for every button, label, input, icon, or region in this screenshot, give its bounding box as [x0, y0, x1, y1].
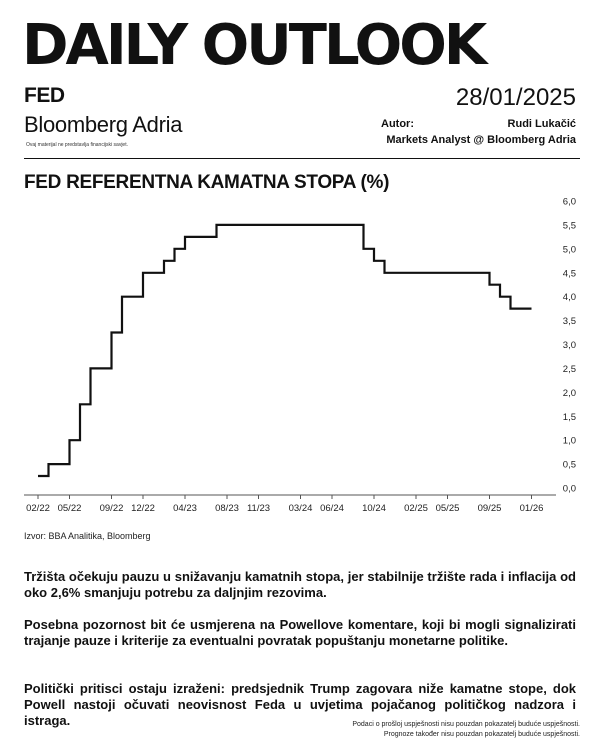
chart-source: Izvor: BBA Analitika, Bloomberg [24, 531, 151, 541]
rate-chart [0, 190, 600, 520]
x-tick-label: 06/24 [320, 503, 344, 514]
y-tick-label: 1,0 [562, 435, 576, 447]
author-role: Markets Analyst @ Bloomberg Adria [386, 134, 576, 146]
y-tick-label: 2,0 [562, 387, 576, 399]
x-ticks [26, 495, 543, 514]
report-subject: FED [24, 84, 65, 107]
x-tick-label: 09/22 [99, 503, 124, 514]
x-tick-label: 05/25 [435, 503, 460, 514]
y-tick-label: 1,5 [562, 411, 576, 423]
x-tick-label: 12/22 [131, 503, 155, 514]
report-title: DAILY OUTLOOK [22, 13, 485, 78]
y-tick-label: 0,5 [562, 459, 576, 471]
author-name: Rudi Lukačić [507, 118, 576, 130]
y-tick-label: 5,5 [562, 220, 576, 232]
y-tick-label: 4,0 [562, 292, 576, 304]
paragraph-3: Politički pritisci ostaju izraženi: predsjednik Trump zagovara niže kamatne stope, dok Powell nastoji očuvati neovisnost Feda u uvjetima pojačanog političkog nadzora i istraga. [24, 681, 576, 728]
y-tick-label: 2,5 [562, 363, 576, 375]
y-tick-label: 5,0 [562, 244, 576, 256]
brand-name: Bloomberg Adria [24, 112, 183, 137]
paragraph-1: Tržišta očekuju pauzu u snižavanju kamatnih stopa, jer stabilnije tržište rada i inflacija od oko 2,6% smanjuju potrebu za daljnjim rezovima. [24, 569, 576, 600]
y-tick-label: 3,0 [562, 340, 576, 351]
x-tick-label: 01/26 [519, 503, 544, 514]
header-divider [24, 158, 580, 159]
x-tick-label: 08/23 [215, 503, 239, 514]
y-ticks [563, 197, 576, 495]
x-tick-label: 10/24 [362, 503, 386, 514]
x-tick-label: 11/23 [246, 503, 271, 514]
report-date: 28/01/2025 [455, 84, 576, 111]
author-label: Autor: [381, 118, 414, 130]
y-tick-label: 0,0 [562, 483, 576, 495]
x-tick-label: 09/25 [477, 503, 502, 514]
footer-disclaimer-1: Podaci o prošlој uspješnosti nisu pouzdan pokazatelj buduće uspješnosti. [352, 721, 580, 728]
x-tick-label: 02/22 [26, 503, 50, 514]
paragraph-2: Posebna pozornost bit će usmjerena na Powellove komentare, koji bi mogli signalizirati trajanje pauze i kriterije za eventualni povratak popuštanju monetarne politike. [24, 617, 576, 648]
y-tick-label: 4,5 [562, 268, 576, 280]
x-tick-label: 03/24 [288, 503, 313, 514]
series-line-fed-rate [38, 225, 532, 476]
x-tick-label: 02/25 [404, 503, 428, 514]
small-disclaimer: Ovaj materijal ne predstavlja financijski savjet. [26, 142, 128, 148]
x-tick-label: 04/23 [173, 503, 197, 514]
y-tick-label: 3,5 [562, 316, 576, 328]
y-tick-label: 6,0 [562, 196, 576, 208]
x-tick-label: 05/22 [57, 503, 82, 514]
footer-disclaimer-2: Prognoze također nisu pouzdan pokazatelj buduće uspješnosti. [383, 731, 580, 738]
chart-title: FED REFERENTNA KAMATNA STOPA (%) [24, 172, 390, 193]
